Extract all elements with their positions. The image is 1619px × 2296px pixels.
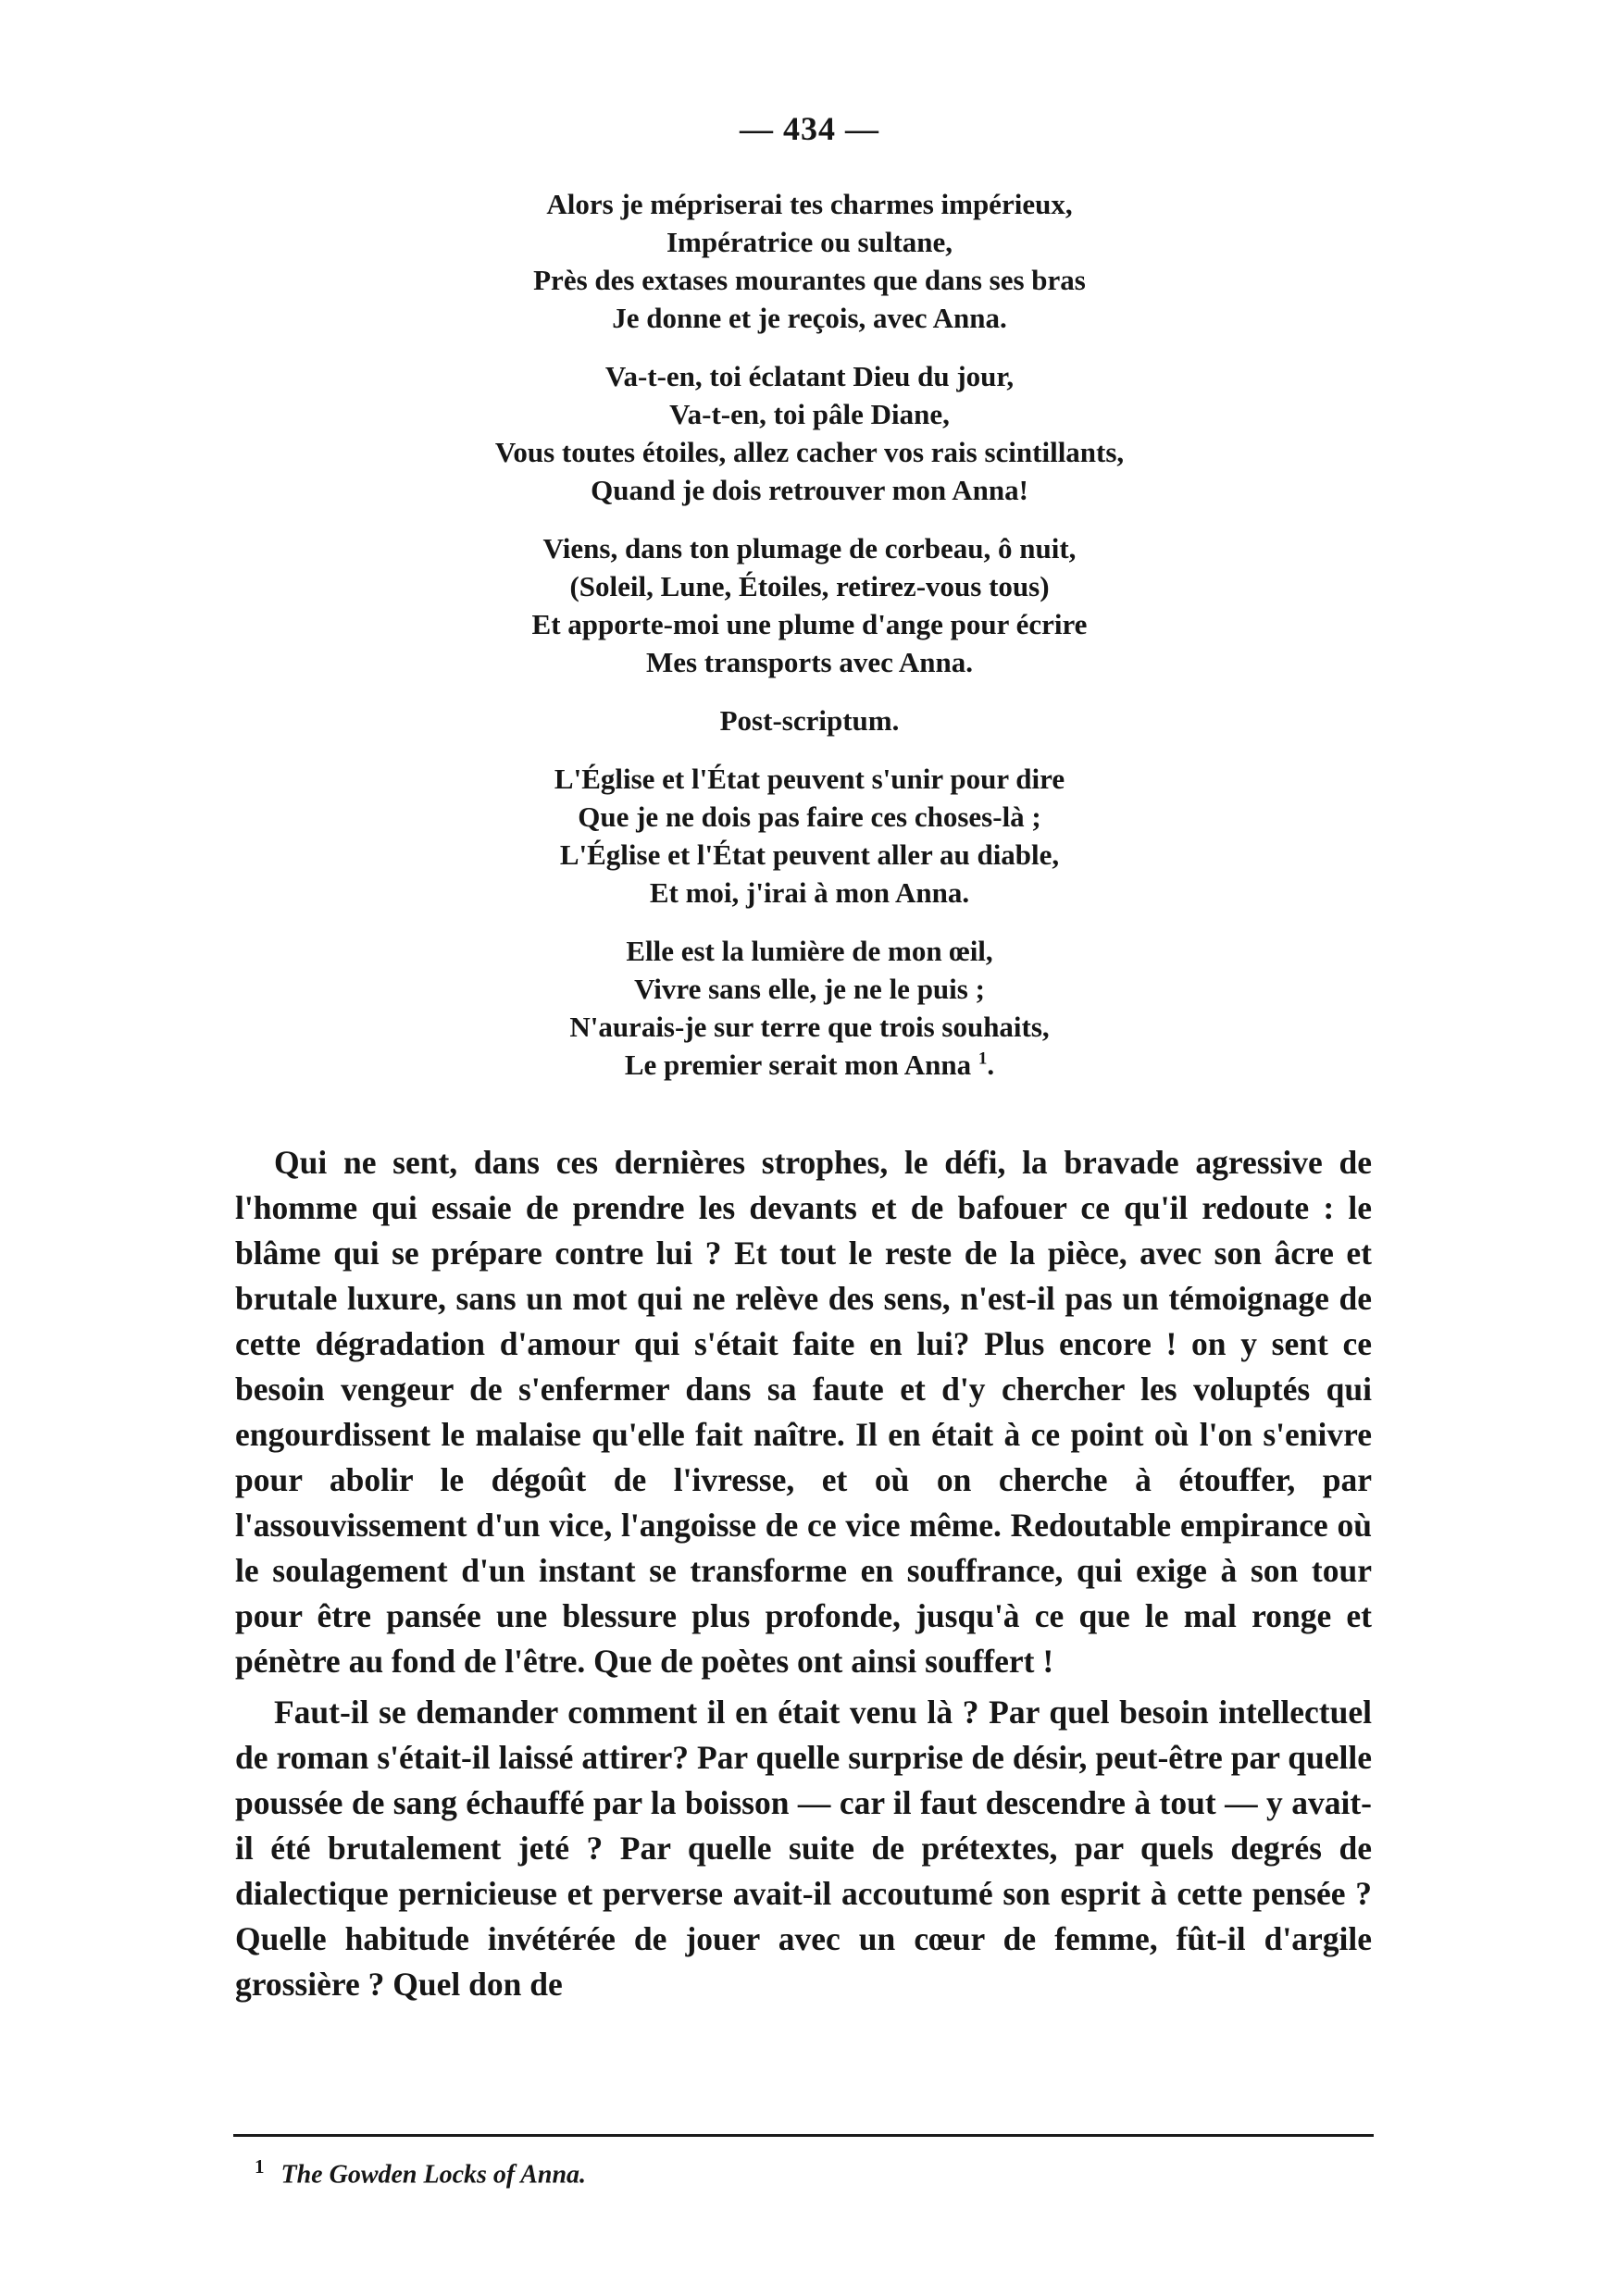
footnote-number: 1 [255, 2155, 265, 2178]
poem [0, 185, 1619, 1104]
footnote [255, 2155, 586, 2190]
poem-line: Va-t-en, toi pâle Diane, [669, 398, 950, 430]
poem-line: Vivre sans elle, je ne le puis ; [634, 973, 985, 1005]
poem-stanza [0, 357, 1619, 509]
page-number: — 434 — [740, 110, 879, 147]
poem-line-text: Le premier serait mon Anna [624, 1049, 972, 1081]
poem-line: Mes transports avec Anna. [645, 646, 974, 678]
poem-last-line: Le premier serait mon Anna $^1$. [624, 1049, 995, 1081]
prose-paragraph: Faut-il se demander comment il en était venu là ? Par quel besoin intellectuel de roman s'était-il laissé attirer? Par quelle surprise de désir, peut-être par quelle poussée de sang échauffé par la boisson — car il faut descendre à tout — y avait-il été brutalement jeté ? Par quelle suite de prétextes, par quels degrés de dialectique pernicieuse et perverse avait-il accoutumé son esprit à cette pensée ? Quelle habitude invétérée de jouer avec un cœur de femme, fût-il d'argile grossière ? Quel don de [235, 1694, 1372, 2003]
poem-line: Que je ne dois pas faire ces choses-là ; [578, 800, 1041, 833]
footnote-reference[interactable]: 1 [978, 1049, 988, 1069]
poem-line: Quand je dois retrouver mon Anna! [591, 474, 1028, 506]
postscript-stanza [0, 932, 1619, 1084]
poem-line: Et moi, j'irai à mon Anna. [649, 876, 970, 909]
prose-body [235, 1140, 1372, 2013]
poem-line: N'aurais-je sur terre que trois souhaits, [569, 1011, 1050, 1043]
footnote-divider [233, 2134, 1374, 2137]
poem-line: Je donne et je reçois, avec Anna. [612, 302, 1007, 334]
poem-line: Va-t-en, toi éclatant Dieu du jour, [604, 360, 1015, 392]
prose-paragraph: Qui ne sent, dans ces dernières strophes, le défi, la bravade agressive de l'homme qui essaie de prendre les devants et de bafouer ce qu'il redoute : le blâme qui se prépare contre lui ? Et tout le reste de la pièce, avec son âcre et brutale luxure, sans un mot qui ne relève des sens, n'est-il pas un témoignage de cette dégradation d'amour qui s'était faite en lui? Plus encore ! on y sent ce besoin vengeur de s'enfermer dans sa faute et d'y chercher les voluptés qui engourdissent le malaise qu'elle fait naître. Il en était à ce point où l'on s'enivre pour abolir le dégoût de l'ivresse, et où on cherche à étouffer, par l'assouvissement d'un vice, l'angoisse de ce vice même. Redoutable empirance où le soulagement d'un instant se transforme en souffrance, qui exige à son tour pour être pansée une blessure plus profonde, jusqu'à ce que le mal ronge et pénètre au fond de l'être. Que de poètes ont ainsi souffert ! [235, 1144, 1372, 1680]
poem-stanza [0, 529, 1619, 681]
poem-line: Près des extases mourantes que dans ses bras [533, 264, 1086, 296]
poem-line: (Soleil, Lune, Étoiles, retirez-vous tous) [569, 570, 1050, 602]
poem-line: Impératrice ou sultane, [666, 226, 953, 258]
poem-line: L'Église et l'État peuvent aller au diable, [559, 838, 1060, 871]
poem-line: Alors je mépriserai tes charmes impérieux, [546, 188, 1073, 220]
poem-line: Elle est la lumière de mon œil, [626, 935, 993, 967]
postscript-stanza [0, 760, 1619, 912]
poem-line: Et apporte-moi une plume d'ange pour écrire [531, 608, 1088, 640]
footnote-text: The Gowden Locks of Anna. [280, 2160, 587, 2190]
poem-line: L'Église et l'État peuvent s'unir pour dire [554, 763, 1065, 795]
poem-stanza [0, 185, 1619, 337]
poem-line: Vous toutes étoiles, allez cacher vos rais scintillants, [494, 436, 1125, 468]
postscript-heading: Post-scriptum. [719, 704, 900, 737]
poem-line: Viens, dans ton plumage de corbeau, ô nuit, [542, 532, 1077, 565]
